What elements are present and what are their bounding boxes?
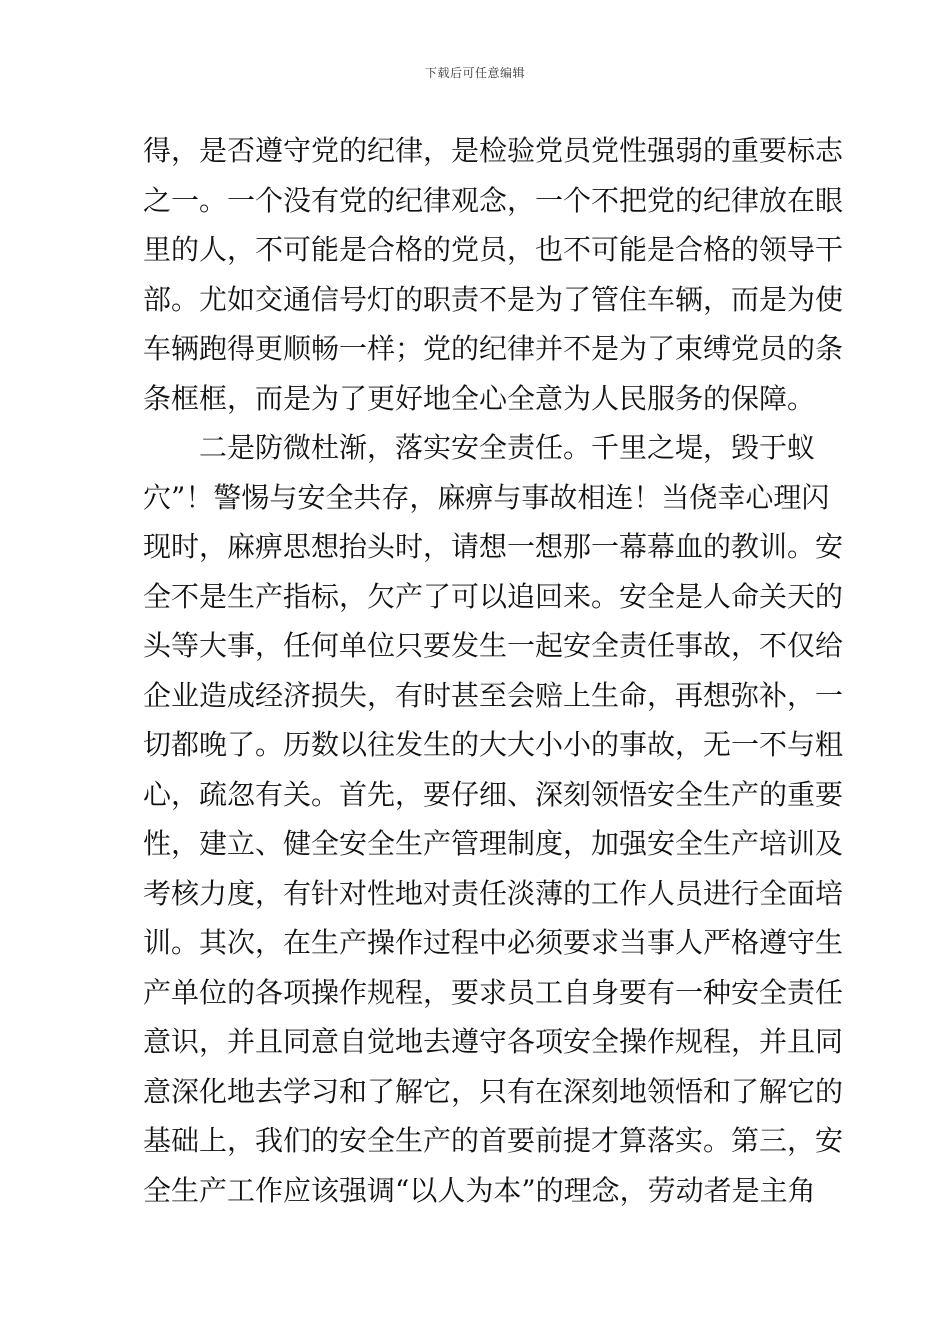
text-line: 部。尤如交通信号灯的职责不是为了管住车辆，而是为使 [143, 282, 844, 316]
text-line: 性，建立、健全安全生产管理制度，加强安全生产培训及 [143, 827, 844, 860]
text-line: 训。其次，在生产操作过程中必须要求当事人严格遵守生 [143, 926, 844, 959]
text-line: 二是防微杜渐，落实安全责任。千里之堤，毁于蚁 [199, 431, 816, 464]
text-line: 考核力度，有针对性地对责任淡薄的工作人员进行全面培 [143, 876, 844, 910]
text-line: 全生产工作应该强调“以人为本”的理念，劳动者是主角 [143, 1173, 816, 1207]
text-line: 意深化地去学习和了解它，只有在深刻地领悟和了解它的 [143, 1074, 844, 1108]
text-line: 基础上，我们的安全生产的首要前提才算落实。第三，安 [143, 1124, 844, 1157]
text-line: 条框框，而是为了更好地全心全意为人民服务的保障。 [143, 381, 816, 415]
document-body [143, 126, 844, 1215]
text-line: 切都晚了。历数以往发生的大大小小的事故，无一不与粗 [143, 728, 844, 761]
text-line: 企业造成经济损失，有时甚至会赔上生命，再想弥补，一 [143, 678, 844, 712]
text-line: 现时，麻痹思想抬头时，请想一想那一幕幕血的教训。安 [143, 530, 844, 563]
text-line: 得，是否遵守党的纪律，是检验党员党性强弱的重要标志 [143, 134, 844, 167]
page-header: 下载后可任意编辑 [424, 66, 525, 80]
text-line: 穴”！警惕与安全共存，麻痹与事故相连！当侥幸心理闪 [143, 480, 830, 514]
text-line: 产单位的各项操作规程，要求员工自身要有一种安全责任 [143, 975, 844, 1009]
text-line: 意识，并且同意自觉地去遵守各项安全操作规程，并且同 [143, 1025, 844, 1058]
text-line: 心，疏忽有关。首先，要仔细、深刻领悟安全生产的重要 [143, 777, 844, 811]
text-line: 里的人，不可能是合格的党员，也不可能是合格的领导干 [143, 233, 844, 266]
text-line: 车辆跑得更顺畅一样；党的纪律并不是为了束缚党员的条 [143, 332, 844, 365]
paragraph [143, 423, 844, 1215]
text-line: 之一。一个没有党的纪律观念，一个不把党的纪律放在眼 [143, 183, 844, 217]
text-line: 头等大事，任何单位只要发生一起安全责任事故，不仅给 [143, 629, 844, 662]
text-line: 全不是生产指标，欠产了可以追回来。安全是人命关天的 [143, 579, 844, 613]
paragraph [143, 126, 844, 423]
